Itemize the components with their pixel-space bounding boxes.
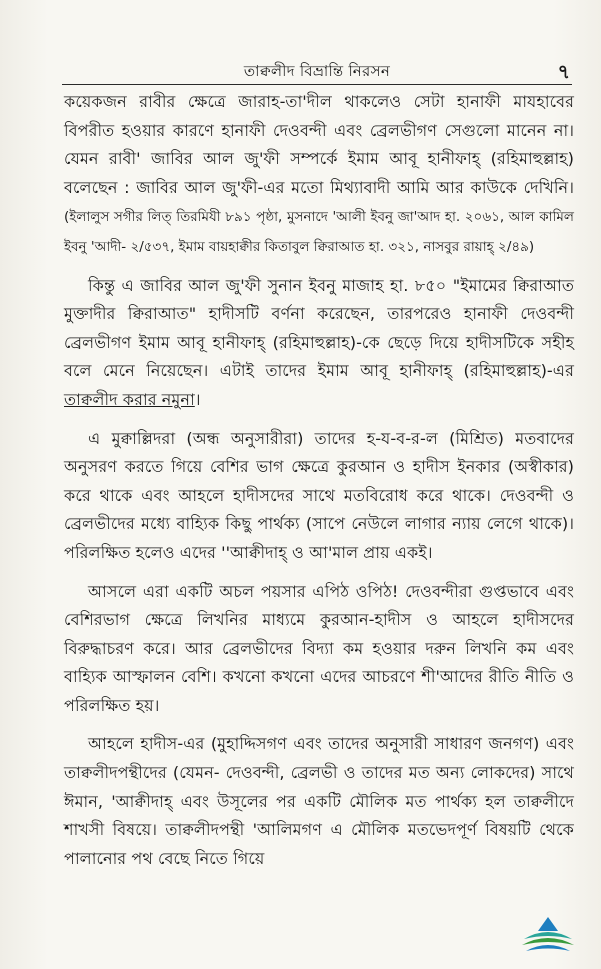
page-header [62, 58, 572, 85]
logo-lower-wing [526, 945, 570, 951]
paragraph-4-text: আসলে এরা একটি অচল পয়সার এপিঠ ওপিঠ! দেওবন্দীরা গুপ্তভাবে এবং বেশিরভাগ ক্ষেত্রে লিখনির মাধ্যমে কুরআন-হাদীস ও আহলে হাদীসদের বিরুদ্ধাচরণ করে। আর ব্রেলভীদের বিদ্যা কম হওয়ার দরুন লিখনি কম এবং বাহ্যিক আস্ফালন বেশি। কখনো কখনো এদের আচরণে শী'আদের রীতি নীতি ও পরিলক্ষিত হয়। [64, 581, 574, 715]
paragraph-5 [64, 730, 574, 873]
paragraph-3 [64, 425, 574, 568]
logo-upper-wing [524, 932, 572, 939]
running-title: তাক্বলীদ বিভ্রান্তি নিরসন [243, 62, 391, 80]
paragraph-1-reference: (ইলালুস সগীর লিত্ তিরমিযী ৮৯১ পৃষ্ঠা, মুসনাদে 'আলী ইবনু জা'আদ হা. ২০৬১, আল কামিল ইবনু 'আদী- ২/৫৩৭, ইমাম বায়হাক্বীর কিতাবুল ক্বিরাআত হা. ৩২১, নাসবুর রায়াহ্ ২/৪৯) [64, 209, 574, 255]
paragraph-5-text: আহলে হাদীস-এর (মুহাদ্দিসগণ এবং তাদের অনুসারী সাধারণ জনগণ) এবং তাক্বলীদপন্থীদের (যেমন- দেওবন্দী, ব্রেলভী ও তাদের মত অন্য লোকদের) সাথে ঈমান, 'আক্বীদাহ্ এবং উসূলের পর একটি মৌলিক মত পার্থক্য হল তাক্বলীদে শাখসী বিষয়ে। তাক্বলীদপন্থী 'আলিমগণ এ মৌলিক মতভেদপূর্ণ বিষয়টি থেকে পালানোর পথ বেছে নিতে গিয়ে [64, 734, 574, 868]
logo-middle-wing [522, 938, 574, 945]
paragraph-2 [64, 272, 574, 415]
paragraph-2-text: কিন্তু এ জাবির আল জু'ফী সুনান ইবনু মাজাহ হা. ৮৫০ "ইমামের ক্বিরাআত মুক্তাদীর ক্বিরাআত" হাদীসটি বর্ণনা করেছেন, তারপরেও হানাফী দেওবন্দী ব্রেলভীগণ ইমাম আবূ হানীফাহ্ (রহিমাহুল্লাহ)-কে ছেড়ে দিয়ে হাদীসটিকে সহীহ বলে মেনে নিয়েছেন। এটাই তাদের ইমাম আবূ হানীফাহ্ (রহিমাহুল্লাহ)-এর [64, 275, 574, 381]
paragraph-4 [64, 578, 574, 721]
paragraph-3-text: এ মুক্বাল্লিদরা (অন্ধ অনুসারীরা) তাদের হ-য-ব-র-ল (মিশ্রিত) মতবাদের অনুসরণ করতে গিয়ে বেশির ভাগ ক্ষেত্রে কুরআন ও হাদীস ইনকার (অস্বীকার) করে থাকে এবং আহলে হাদীসদের সাথে মতবিরোধ করে থাকে। দেওবন্দী ও ব্রেলভীদের মধ্যে বাহ্যিক কিছু পার্থক্য (সাপে নেউলে লাগার ন্যায় লেগে থাকে)। পরিলক্ষিত হলেও এদের ''আক্বীদাহ্ ও আ'মাল প্রায় একই। [64, 428, 574, 562]
body-text [64, 88, 574, 883]
paragraph-1-text: কয়েকজন রাবীর ক্ষেত্রে জারাহ-তা'দীল থাকলেও সেটা হানাফী মাযহাবের বিপরীত হওয়ার কারণে হানাফী দেওবন্দী এবং ব্রেলভীগণ সেগুলো মানেন না। যেমন রাবী' জাবির আল জু'ফী সম্পর্কে ইমাম আবূ হানীফাহ্ (রহিমাহুল্লাহ) বলেছেন : জাবির আল জু'ফী-এর মতো মিথ্যাবাদী আমি আর কাউকে দেখিনি। [64, 92, 574, 197]
publisher-logo-icon [518, 913, 578, 959]
logo-peak [538, 917, 558, 931]
paragraph-1 [64, 88, 574, 262]
paragraph-2-end: । [194, 389, 201, 409]
paragraph-2-underlined: তাক্বলীদ করার নমুনা [64, 389, 195, 409]
page-number: ৭ [557, 61, 570, 83]
